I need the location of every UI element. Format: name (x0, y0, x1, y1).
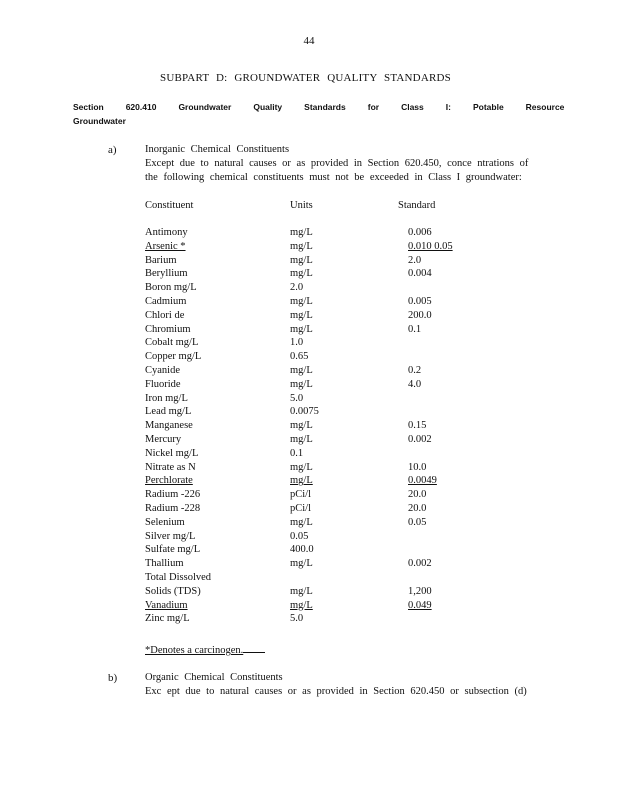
table-row (145, 530, 565, 544)
standard-cell: 0.049 (408, 599, 432, 611)
table-row (145, 419, 565, 433)
header-standard: Standard (398, 200, 436, 211)
section-heading-word: Quality (253, 102, 283, 112)
section-heading (73, 102, 586, 112)
constituent-table (145, 226, 565, 626)
constituent-cell: Fluoride (145, 378, 181, 390)
units-cell: mg/L (290, 309, 313, 321)
units-cell: mg/L (290, 433, 313, 445)
table-row (145, 281, 565, 295)
table-row (145, 364, 565, 378)
constituent-cell: Lead mg/L (145, 406, 192, 418)
constituent-cell: Chlori de (145, 309, 185, 321)
part-b-title: Organic Chemical Constituents (145, 672, 283, 683)
standard-cell: 0.0049 (408, 475, 437, 487)
header-constituent: Constituent (145, 200, 194, 211)
units-cell: mg/L (290, 599, 313, 611)
standard-cell: 20.0 (408, 502, 427, 514)
table-row (145, 240, 565, 254)
constituent-cell: Thallium (145, 558, 184, 570)
constituent-cell: Radium -226 (145, 489, 201, 501)
section-heading-word: Class (401, 102, 424, 112)
table-row (145, 295, 565, 309)
standard-cell: 0.15 (408, 420, 427, 432)
units-cell: mg/L (290, 254, 313, 266)
table-row (145, 392, 565, 406)
table-row (145, 267, 565, 281)
constituent-cell: Cyanide (145, 364, 180, 376)
table-row (145, 599, 565, 613)
table-row (145, 585, 565, 599)
standard-cell: 0.010 0.05 (408, 240, 453, 252)
units-cell: 5.0 (290, 392, 304, 404)
units-cell: 5.0 (290, 613, 304, 625)
standard-cell: 1,200 (408, 585, 432, 597)
units-cell: 0.05 (290, 530, 309, 542)
table-row (145, 309, 565, 323)
units-cell: mg/L (290, 295, 313, 307)
table-row (145, 323, 565, 337)
constituent-cell: Nitrate as N (145, 461, 196, 473)
table-row (145, 461, 565, 475)
constituent-cell: Vanadium (145, 599, 188, 611)
subpart-title: SUBPART D: GROUNDWATER QUALITY STANDARDS (160, 72, 451, 84)
footnote-text: *Denotes a carcinogen. (145, 645, 244, 656)
units-cell: 0.65 (290, 351, 309, 363)
section-heading-word: I: (445, 102, 451, 112)
section-heading-word: Standards (304, 102, 346, 112)
standard-cell: 4.0 (408, 378, 422, 390)
table-row (145, 571, 565, 585)
units-cell: mg/L (290, 461, 313, 473)
units-cell: 2.0 (290, 282, 304, 294)
part-b-paragraph-line1: Exc ept due to natural causes or as provided in Section 620.450 or subsection (d) (145, 686, 527, 697)
footnote (145, 643, 265, 656)
standard-cell: 0.1 (408, 323, 422, 335)
part-b-label: b) (108, 672, 118, 684)
units-cell: mg/L (290, 364, 313, 376)
constituent-cell: Boron mg/L (145, 282, 197, 294)
table-row (145, 405, 565, 419)
table-row (145, 557, 565, 571)
standard-cell: 0.2 (408, 364, 422, 376)
units-cell: mg/L (290, 323, 313, 335)
standard-cell: 10.0 (408, 461, 427, 473)
constituent-cell: Mercury (145, 433, 182, 445)
standard-cell: 200.0 (408, 309, 432, 321)
units-cell: 0.1 (290, 447, 304, 459)
table-row (145, 378, 565, 392)
units-cell: mg/L (290, 420, 313, 432)
units-cell: mg/L (290, 585, 313, 597)
constituent-cell: Iron mg/L (145, 392, 188, 404)
units-cell: mg/L (290, 558, 313, 570)
units-cell: pCi/l (290, 489, 312, 501)
section-heading-word: Groundwater (178, 102, 232, 112)
units-cell: mg/L (290, 475, 313, 487)
section-heading-word: Potable (472, 102, 504, 112)
standard-cell: 0.002 (408, 558, 432, 570)
constituent-cell: Solids (TDS) (145, 585, 201, 597)
units-cell: 1.0 (290, 337, 304, 349)
page-number: 44 (303, 35, 315, 47)
constituent-cell: Nickel mg/L (145, 447, 199, 459)
units-cell: 0.0075 (290, 406, 319, 418)
constituent-cell: Sulfate mg/L (145, 544, 201, 556)
constituent-cell: Arsenic * (145, 240, 186, 252)
constituent-cell: Perchlorate (145, 475, 193, 487)
table-row (145, 350, 565, 364)
units-cell: 400.0 (290, 544, 314, 556)
constituent-cell: Manganese (145, 420, 193, 432)
footnote-underline (243, 643, 265, 653)
units-cell: mg/L (290, 516, 313, 528)
constituent-cell: Chromium (145, 323, 191, 335)
standard-cell: 0.005 (408, 295, 432, 307)
standard-cell: 0.002 (408, 433, 432, 445)
table-row (145, 226, 565, 240)
constituent-cell: Barium (145, 254, 177, 266)
constituent-cell: Selenium (145, 516, 185, 528)
part-a-paragraph-line1: Except due to natural causes or as provided in Section 620.450, conce ntrations of (145, 158, 529, 169)
units-cell: mg/L (290, 240, 313, 252)
section-heading-word: Section (73, 102, 104, 112)
table-row (145, 543, 565, 557)
table-row (145, 502, 565, 516)
table-row (145, 488, 565, 502)
section-heading-word: Resource (525, 102, 565, 112)
table-row (145, 433, 565, 447)
table-row (145, 516, 565, 530)
constituent-cell: Silver mg/L (145, 530, 196, 542)
constituent-cell: Radium -228 (145, 502, 201, 514)
table-row (145, 447, 565, 461)
constituent-cell: Cobalt mg/L (145, 337, 199, 349)
constituent-cell: Copper mg/L (145, 351, 202, 363)
header-units: Units (290, 200, 313, 211)
part-a-paragraph-line2: the following chemical constituents must not be exceeded in Class I groundwater: (145, 172, 522, 183)
part-a-label: a) (108, 144, 117, 156)
constituent-cell: Beryllium (145, 268, 188, 280)
section-heading-word: for (367, 102, 380, 112)
table-row (145, 336, 565, 350)
section-heading-word: 620.410 (125, 102, 157, 112)
standard-cell: 0.05 (408, 516, 427, 528)
constituent-cell: Cadmium (145, 295, 187, 307)
standard-cell: 2.0 (408, 254, 422, 266)
units-cell: mg/L (290, 227, 313, 238)
constituent-cell: Zinc mg/L (145, 613, 190, 625)
standard-cell: 0.004 (408, 268, 432, 280)
units-cell: mg/L (290, 378, 313, 390)
constituent-cell: Total Dissolved (145, 571, 212, 583)
part-a-title: Inorganic Chemical Constituents (145, 144, 290, 155)
standard-cell: 0.006 (408, 227, 432, 238)
table-row (145, 254, 565, 268)
units-cell: mg/L (290, 268, 313, 280)
constituent-cell: Antimony (145, 227, 188, 238)
standard-cell: 20.0 (408, 489, 427, 501)
table-row (145, 474, 565, 488)
units-cell: pCi/l (290, 502, 312, 514)
section-heading-line2: Groundwater (73, 116, 126, 126)
table-row (145, 612, 565, 626)
